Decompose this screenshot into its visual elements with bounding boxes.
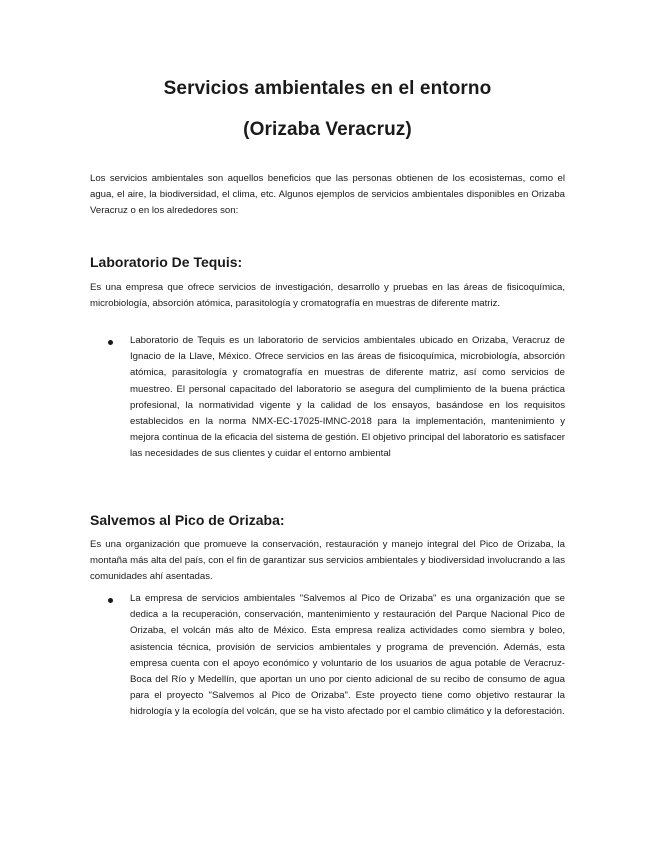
bullet-point-icon <box>108 340 113 345</box>
intro-paragraph: Los servicios ambientales son aquellos beneficios que las personas obtienen de los ecosistemas, como el agua, el aire, la biodiversidad, el clima, etc. Algunos ejemplos de servicios ambientales disponibles en Orizaba Veracruz o en los alrededores son: <box>90 173 565 217</box>
bullet-text-salvemos-pico: La empresa de servicios ambientales "Salvemos al Pico de Orizaba" es una organización que se dedica a la recuperación, conservación, mantenimiento y restauración del Parque Nacional Pico de Orizaba, el volcán más alto de México. Esta empresa realiza actividades como siembra y boleo, asistencia técnica, provisión de servicios ambientales y programa de prevención. Además, esta empresa cuenta con el apoyo económico y voluntario de los usuarios de agua potable de Veracruz-Boca del Río y Medellín, que aportan un uno por ciento adicional de su recibo de consumo de agua para el proyecto "Salvemos al Pico de Orizaba". Este proyecto tiene como objetivo restaurar la hidrología y la ecología del volcán, que se ha visto afectado por el cambio climático y la deforestación. <box>130 593 565 718</box>
bullet-text-laboratorio-tequis: Laboratorio de Tequis es un laboratorio de servicios ambientales ubicado en Orizaba, Veracruz de Ignacio de la Llave, México. Ofrece servicios en las áreas de fisicoquímica, microbiología, absorción atómica, parasitología y cromatografía en muestras de diferente matriz, así como servicios de muestreo. El personal capacitado del laboratorio se asegura del cumplimiento de la buena práctica profesional, la normatividad vigente y la calidad de los ensayos, basándose en los requisitos establecidos en la norma NMX-EC-17025-IMNC-2018 para la implementación, mantenimiento y mejora continua de la eficacia del sistema de gestión. El objetivo principal del laboratorio es satisfacer las necesidades de sus clientes y cuidar el entorno ambiental <box>130 335 565 460</box>
section-heading-laboratorio-tequis: Laboratorio De Tequis: <box>90 254 243 270</box>
section-heading-salvemos-pico: Salvemos al Pico de Orizaba: <box>90 512 285 528</box>
bullet-point-icon <box>108 598 113 603</box>
section-description-laboratorio-tequis: Es una empresa que ofrece servicios de investigación, desarrollo y pruebas en las áreas de fisicoquímica, microbiología, absorción atómica, parasitología y cromatografía en muestras de diferente matriz. <box>90 282 565 310</box>
document-subtitle: (Orizaba Veracruz) <box>243 119 412 140</box>
document-title: Servicios ambientales en el entorno <box>163 78 492 99</box>
section-description-salvemos-pico: Es una organización que promueve la conservación, restauración y manejo integral del Pico de Orizaba, la montaña más alta del país, con el fin de garantizar sus servicios ambientales y biodiversidad involucrando a las comunidades ahí asentadas. <box>90 539 565 583</box>
